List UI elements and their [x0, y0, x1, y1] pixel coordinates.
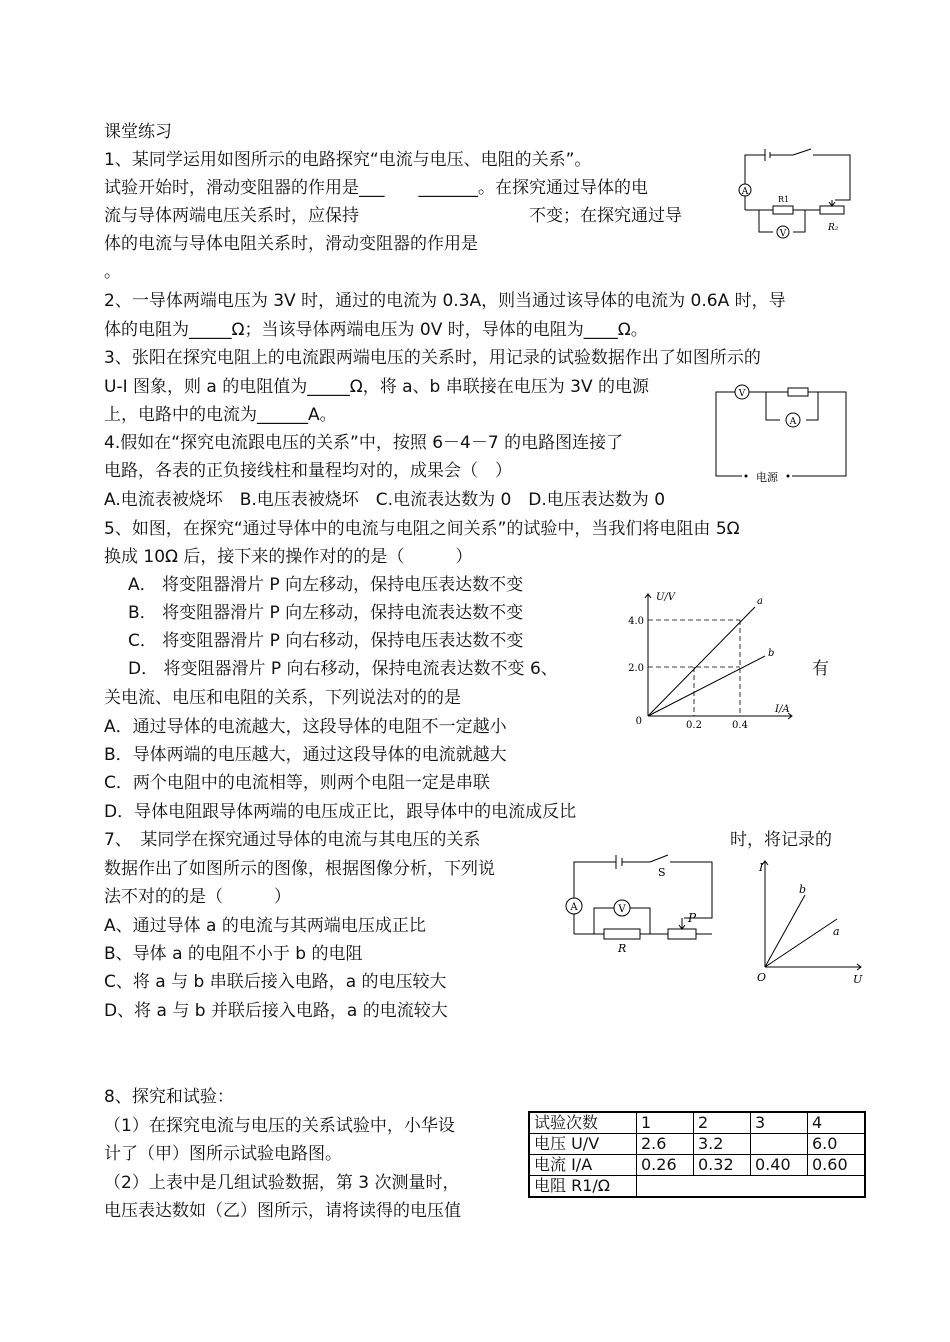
y-axis-label: U/V [656, 592, 676, 603]
q4-line-2: 电路，各表的正负接线柱和量程均对的，成果会（ ） [104, 461, 512, 481]
q1-line-5: 。 [104, 262, 121, 282]
ammeter-label: A [741, 187, 749, 197]
q8-line-4: 电压表达数如（乙）图所示，请将读得的电压值 [104, 1201, 461, 1221]
y-axis-label: I [759, 861, 764, 874]
q6-stem: 关电流、电压和电阻的关系，下列说法对的的是 [104, 688, 461, 708]
x-axis-label: I/A [775, 704, 790, 715]
table-cell: 3 [751, 1112, 808, 1134]
slider-label: P [688, 911, 697, 925]
line-b-label: b [799, 883, 807, 896]
circuit-diagram-q7 [558, 850, 718, 960]
q7-line-1b: 时，将记录的 [730, 830, 832, 850]
q4-options: A.电流表被烧坏 B.电压表被烧坏 C.电流表达数为 0 D.电压表达数为 0 [104, 490, 666, 510]
q7-line-1a: 7、 某同学在探究通过导体的电流与其电压的关系 [104, 830, 481, 850]
q3-line-2: U-I 图象，则 a 的电阻值为_____Ω，将 a、b 串联接在电压为 3V 的电源 [104, 377, 649, 397]
switch-label: S [658, 866, 666, 879]
q1-line-4: 体的电流与导体电阻关系时，滑动变阻器的作用是 [104, 234, 478, 254]
section-title: 课堂练习 [104, 122, 172, 142]
q5-option-a: A． 将变阻器滑片 P 向左移动，保持电压表达数不变 [128, 575, 524, 595]
q5-option-b: B． 将变阻器滑片 P 向左移动，保持电流表达数不变 [128, 603, 524, 623]
q6-option-b: B．导体两端的电压越大，通过这段导体的电流就越大 [104, 745, 507, 765]
line-a [765, 919, 837, 967]
table-row [529, 1155, 865, 1176]
table-cell: 电流 I/A [529, 1155, 637, 1176]
experiment-data-table [528, 1111, 866, 1198]
q8-title: 8、探究和试验： [104, 1087, 234, 1107]
q5-line-2: 换成 10Ω 后，接下来的操作对的的是（ ） [104, 547, 473, 567]
line-a [648, 607, 755, 716]
q4-line-1: 4.假如在“探究电流跟电压的关系”中，按照 6－4－7 的电路图连接了 [104, 433, 624, 453]
q3-line-3: 上，电路中的电流为______A。 [104, 405, 337, 425]
line-a-label: a [833, 925, 840, 938]
ui-graph [620, 588, 800, 736]
table-cell: 2.6 [637, 1134, 694, 1155]
voltmeter-label: V [779, 229, 787, 239]
ammeter-label: A [570, 902, 578, 913]
q7-option-b: B、导体 a 的电阻不小于 b 的电阻 [104, 944, 363, 964]
voltmeter-label: V [618, 904, 626, 915]
line-b [765, 895, 805, 967]
q1-line-1: 1、某同学运用如图所示的电路探究“电流与电压、电阻的关系”。 [104, 150, 592, 170]
table-cell: 电阻 R1/Ω [529, 1176, 637, 1198]
x-tick-0.2: 0.2 [686, 720, 702, 731]
iu-graph [745, 855, 870, 990]
q7-option-c: C、将 a 与 b 串联后接入电路，a 的电压较大 [104, 972, 447, 992]
q6-option-c: C．两个电阻中的电流相等，则两个电阻一定是串联 [104, 773, 490, 793]
origin-label: O [757, 971, 767, 984]
q7-option-a: A、通过导体 a 的电流与其两端电压成正比 [104, 916, 426, 936]
circuit-diagram-q4 [712, 382, 852, 482]
q7-line-3: 法不对的的是（ ） [104, 887, 291, 907]
table-cell [751, 1134, 808, 1155]
q6-fragment: 有 [812, 659, 829, 679]
line-b [648, 656, 765, 716]
x-tick-0.4: 0.4 [732, 720, 748, 731]
q1-line-3: 流与导体两端电压关系时，应保持 不变；在探究通过导 [104, 206, 682, 226]
table-cell: 3.2 [694, 1134, 751, 1155]
table-cell: 2 [694, 1112, 751, 1134]
q5-line-1: 5、如图，在探究“通过导体中的电流与电阻之间关系”的试验中，当我们将电阻由 5Ω [104, 519, 740, 539]
table-cell: 0.32 [694, 1155, 751, 1176]
q7-option-d: D、将 a 与 b 并联后接入电路，a 的电流较大 [104, 1001, 448, 1021]
x-axis-label: U [853, 973, 863, 986]
line-a-label: a [757, 596, 763, 607]
circuit-diagram-q1 [735, 145, 855, 240]
y-tick-2: 2.0 [628, 663, 644, 674]
q2-line-1: 2、一导体两端电压为 3V 时，通过的电流为 0.3A，则当通过该导体的电流为 0.6A 时，导 [104, 291, 786, 311]
table-cell: 试验次数 [529, 1112, 637, 1134]
q1-line-2: 试验开始时，滑动变阻器的作用是___ _______。在探究通过导体的电 [104, 178, 648, 198]
q8-line-2: 计了（甲）图所示试验电路图。 [104, 1144, 342, 1164]
table-row [529, 1134, 865, 1155]
y-tick-4: 4.0 [628, 616, 644, 627]
table-cell: 4 [808, 1112, 866, 1134]
table-cell: 1 [637, 1112, 694, 1134]
table-row [529, 1112, 865, 1134]
table-cell: 电压 U/V [529, 1134, 637, 1155]
q2-line-2: 体的电阻为_____Ω；当该导体两端电压为 0V 时，导体的电阻为____Ω。 [104, 320, 648, 340]
table-cell: 0.26 [637, 1155, 694, 1176]
table-cell: 6.0 [808, 1134, 866, 1155]
voltmeter-label: V [738, 389, 746, 399]
table-cell: 0.60 [808, 1155, 866, 1176]
table-cell: 0.40 [751, 1155, 808, 1176]
q5-option-d: D． 将变阻器滑片 P 向右移动，保持电流表达数不变 6、 [128, 659, 558, 679]
table-cell [637, 1176, 866, 1198]
q8-line-3: （2）上表中是几组试验数据，第 3 次测量时， [104, 1173, 460, 1193]
q3-line-1: 3、张阳在探究电阻上的电流跟两端电压的关系时，用记录的试验数据作出了如图所示的 [104, 348, 761, 368]
origin-label: 0 [635, 716, 642, 727]
r1-label: R1 [778, 195, 790, 204]
q8-line-1: （1）在探究电流与电压的关系试验中，小华设 [104, 1116, 455, 1136]
ammeter-label: A [789, 417, 797, 427]
q6-option-a: A．通过导体的电流越大，这段导体的电阻不一定越小 [104, 717, 507, 737]
q5-option-c: C． 将变阻器滑片 P 向右移动，保持电压表达数不变 [128, 631, 524, 651]
q7-line-2: 数据作出了如图所示的图像，根据图像分析，下列说 [104, 859, 495, 879]
q6-option-d: D．导体电阻跟导体两端的电压成正比，跟导体中的电流成反比 [104, 802, 577, 822]
resistor-label: R [618, 942, 627, 955]
r2-label: R₂ [828, 223, 839, 233]
line-b-label: b [768, 648, 775, 659]
table-row [529, 1176, 865, 1198]
power-source-label: 电源 [756, 471, 778, 482]
